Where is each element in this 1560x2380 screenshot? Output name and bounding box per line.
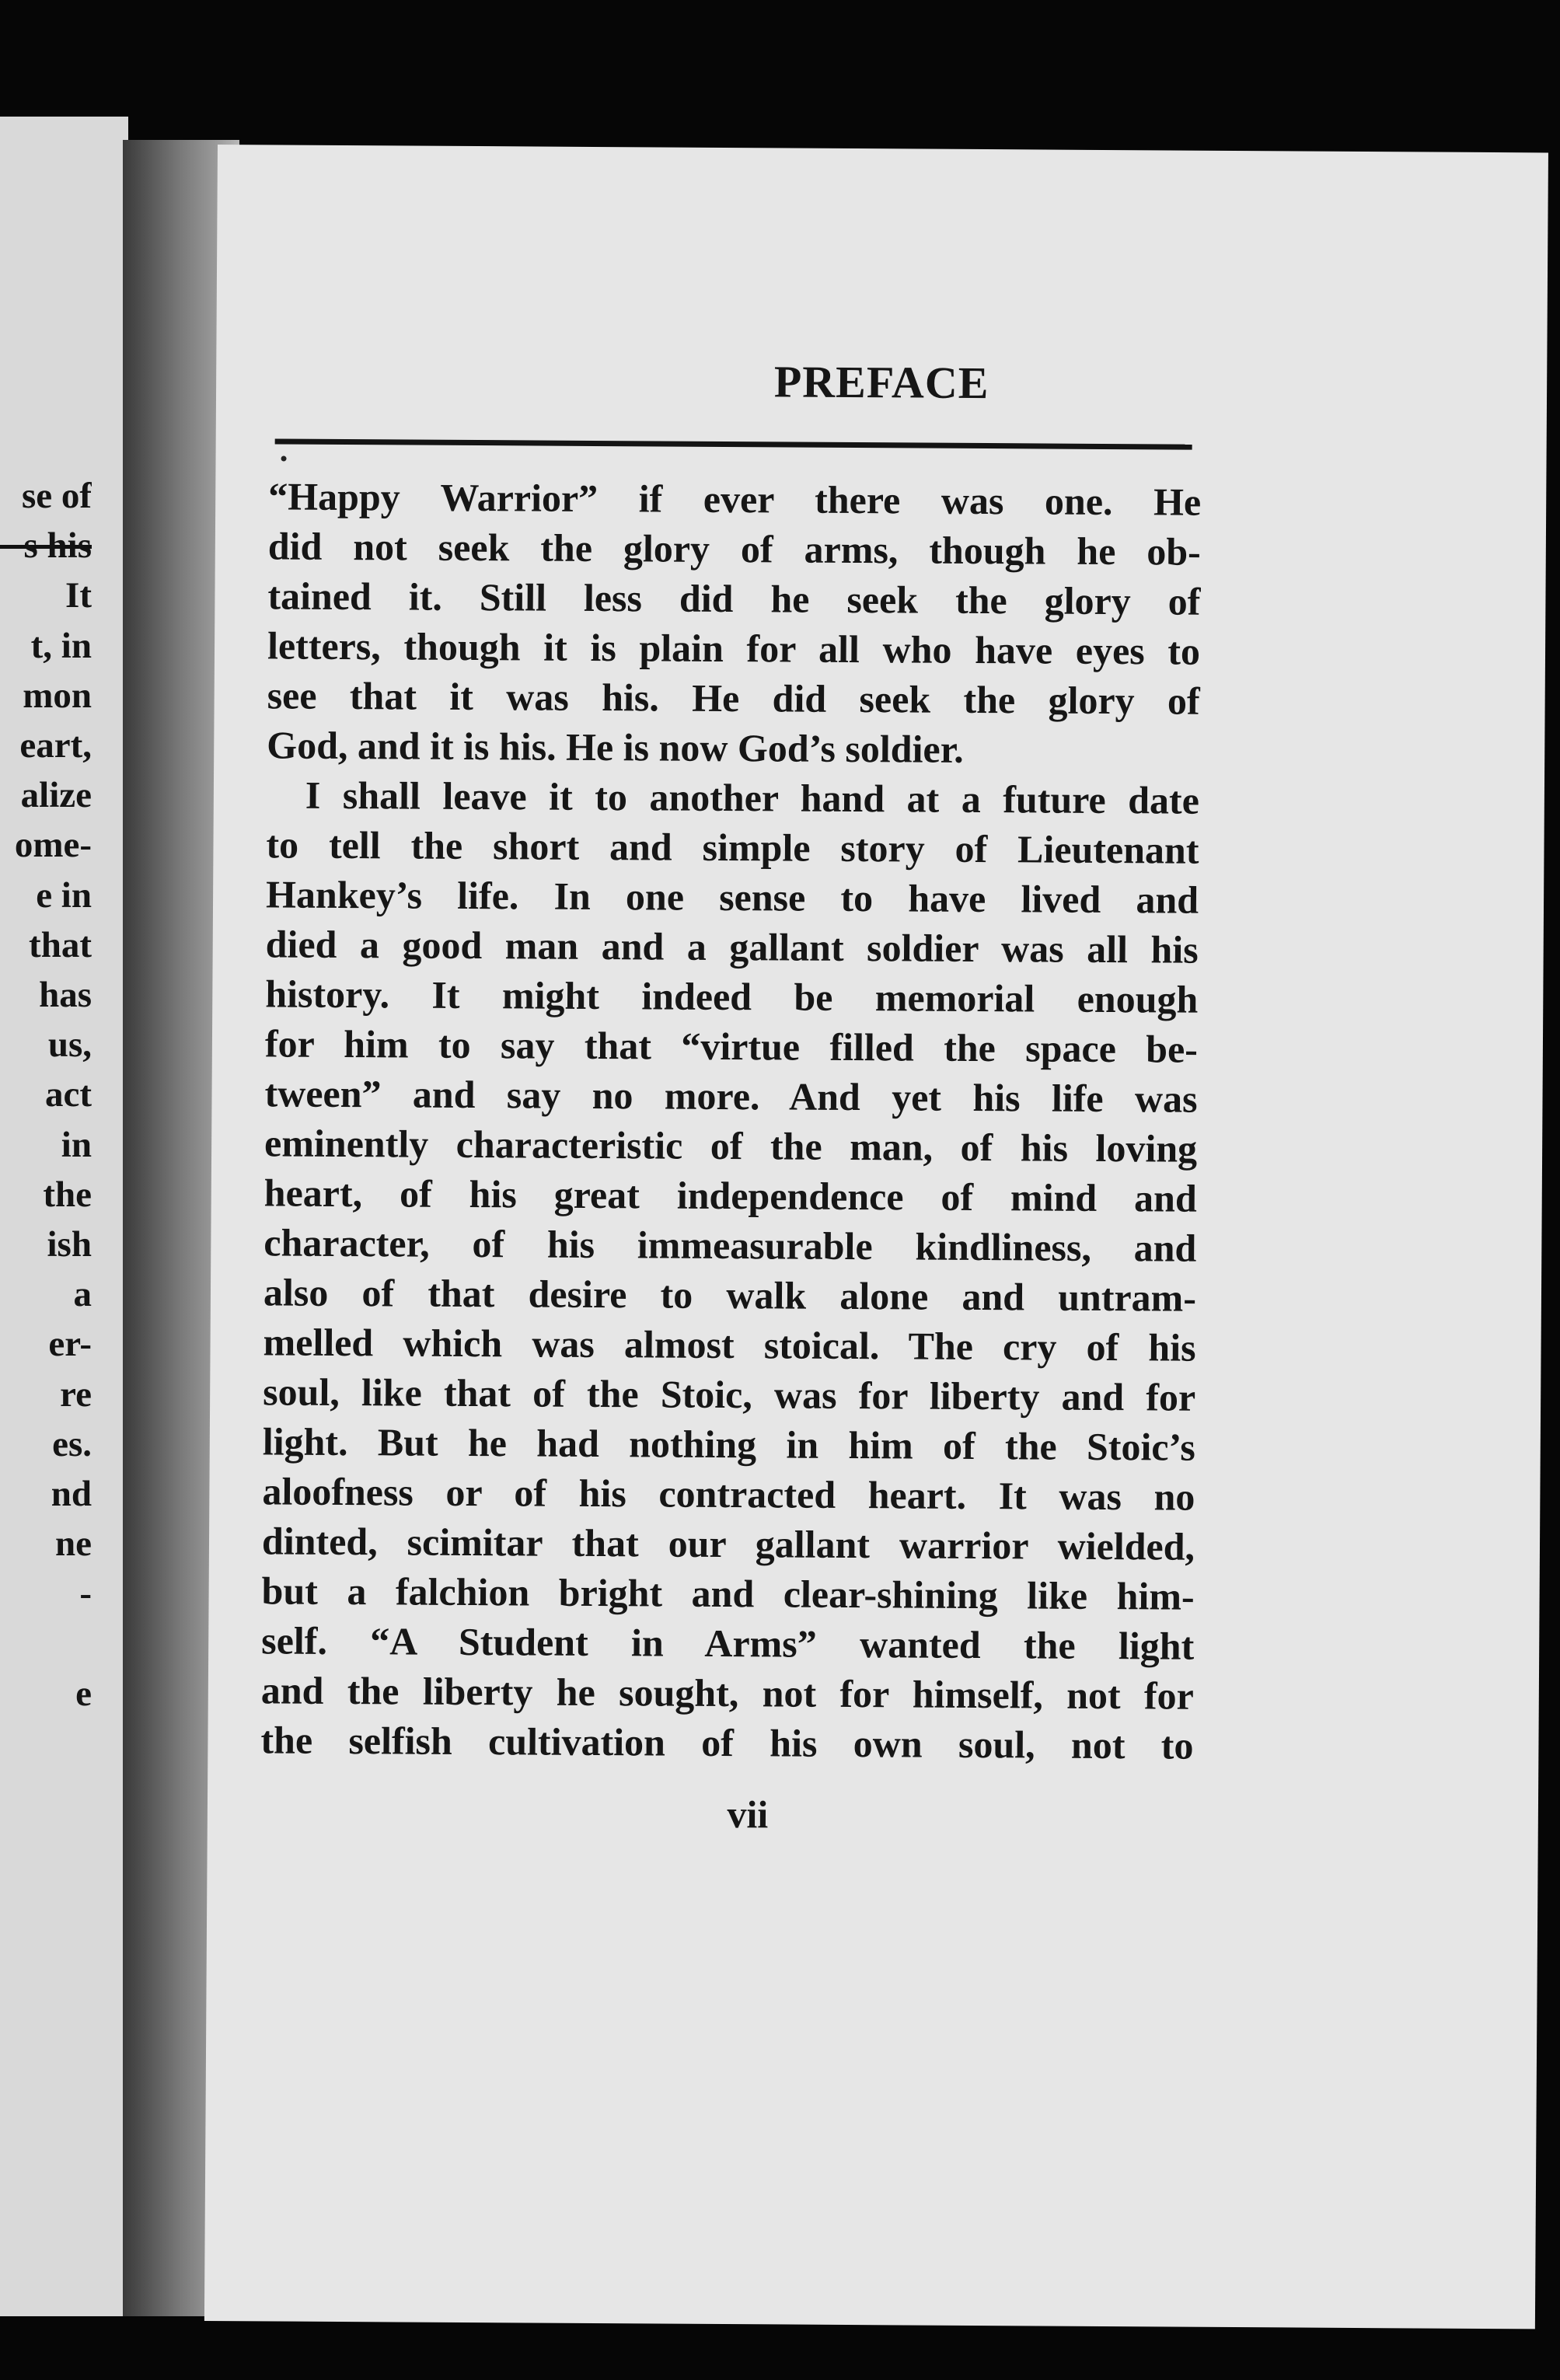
left-page-fragment: ome- [14, 827, 92, 864]
left-page-fragment: act [44, 1077, 92, 1114]
text-line: melled which was almost stoical. The cry of his [263, 1320, 1196, 1370]
text-line: heart, of his great independence of mind and [263, 1171, 1197, 1220]
left-page [0, 117, 128, 2316]
left-page-fragment: t, in [30, 627, 92, 665]
text-line: aloofness or of his contracted heart. It was no [262, 1469, 1195, 1519]
text-line: eminently characteristic of the man, of his loving [263, 1121, 1198, 1171]
text-line: tween” and say no more. And yet his life was [264, 1071, 1198, 1121]
text-line: also of that desire to walk alone and untram- [263, 1270, 1197, 1320]
left-page-fragment: us, [47, 1027, 92, 1064]
left-page-fragment: eart, [19, 728, 92, 764]
text-line: light. But he had nothing in him of the Stoic’s [262, 1419, 1195, 1469]
text-line: and the liberty he sought, not for himself, not for [260, 1668, 1195, 1718]
left-page-fragment: mon [23, 677, 92, 714]
text-line: to tell the short and simple story of Lieutenant [266, 822, 1199, 872]
right-page [204, 145, 1548, 2329]
text-line: character, of his immeasurable kindliness, and [263, 1220, 1197, 1270]
text-line: see that it was his. He did seek the glory of [267, 673, 1200, 723]
text-line: “Happy Warrior” if ever there was one. He [268, 474, 1202, 524]
text-line: died a good man and a gallant soldier was all his [265, 922, 1199, 972]
left-page-fragment: It [65, 578, 92, 615]
text-line: I shall leave it to another hand at a future date [305, 773, 1200, 822]
left-page-fragment: es. [52, 1426, 92, 1463]
left-page-fragment: ne [55, 1526, 92, 1563]
left-page-fragment: e in [36, 877, 92, 914]
left-page-fragment: in [61, 1126, 92, 1164]
text-line: Hankey’s life. In one sense to have lived and [265, 872, 1199, 922]
text-line: history. It might indeed be memorial enough [265, 972, 1199, 1021]
left-page-fragment: s his [23, 528, 92, 565]
left-page-fragment: the [43, 1176, 92, 1213]
left-page-fragment: alize [20, 777, 92, 815]
left-page-fragment: se of [21, 478, 92, 515]
text-line: soul, like that of the Stoic, was for liberty and for [263, 1370, 1196, 1419]
left-page-fragment: has [39, 977, 92, 1014]
text-line: for him to say that “virtue filled the space be- [264, 1021, 1199, 1071]
page-number: vii [727, 1792, 769, 1837]
text-line: the selfish cultivation of his own soul, not to [260, 1718, 1194, 1768]
left-page-fragment: - [79, 1576, 92, 1613]
left-page-fragment: a [73, 1276, 92, 1314]
ink-speck [281, 456, 287, 462]
running-head: PREFACE [773, 356, 989, 409]
body-text [260, 471, 1201, 1770]
header-rule [275, 438, 1192, 449]
text-line: letters, though it is plain for all who have eyes to [267, 623, 1201, 673]
left-page-fragment: that [29, 927, 92, 964]
text-line: God, and it is his. He is now God’s soldier. [267, 723, 964, 771]
left-page-fragment: re [60, 1376, 92, 1413]
left-page-fragment: e [75, 1675, 92, 1712]
left-page-fragment: nd [51, 1476, 92, 1513]
text-line: did not seek the glory of arms, though he ob- [267, 524, 1201, 574]
left-page-fragment: ish [47, 1227, 92, 1263]
text-line: tained it. Still less did he seek the glory of [267, 574, 1201, 623]
text-line: self. “A Student in Arms” wanted the light [261, 1618, 1195, 1668]
text-line: but a falchion bright and clear-shining like him- [261, 1569, 1195, 1618]
left-page-fragment: er- [48, 1326, 92, 1363]
text-line: dinted, scimitar that our gallant warrior wielded, [261, 1519, 1195, 1569]
